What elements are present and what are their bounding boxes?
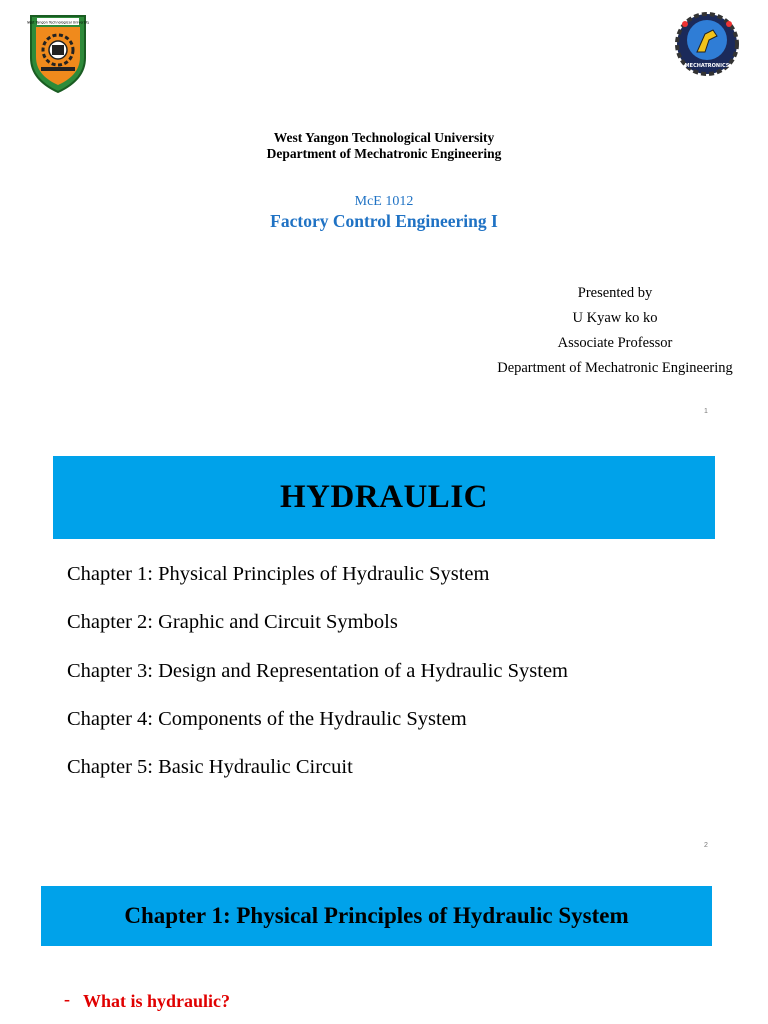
chapter-list-item: Chapter 4: Components of the Hydraulic System — [67, 708, 467, 730]
hydraulic-banner — [53, 456, 715, 539]
university-logo — [27, 12, 89, 94]
presenter-position: Associate Professor — [557, 335, 673, 351]
logo-right-caption: MECHATRONICS — [684, 63, 730, 69]
chapter-banner-title: Chapter 1: Physical Principles of Hydraulic System — [124, 903, 629, 928]
course-title: Factory Control Engineering I — [270, 211, 498, 231]
chapter-list-item: Chapter 5: Basic Hydraulic Circuit — [67, 756, 353, 778]
presenter-label: Presented by — [577, 285, 653, 301]
question-heading: What is hydraulic? — [83, 991, 231, 1011]
bullet-dash: - — [64, 989, 70, 1009]
logo-left-caption: West Yangon Technological University — [27, 20, 89, 25]
presenter-department: Department of Mechatronic Engineering — [497, 360, 733, 376]
chapter-banner — [41, 886, 712, 946]
university-name: West Yangon Technological University — [273, 130, 495, 145]
page-number: 1 — [704, 408, 708, 415]
presenter-name: U Kyaw ko ko — [572, 310, 658, 326]
department-name: Department of Mechatronic Engineering — [266, 146, 502, 161]
chapter-list-item: Chapter 1: Physical Principles of Hydraulic System — [67, 563, 490, 585]
chapter-list-item: Chapter 2: Graphic and Circuit Symbols — [67, 611, 398, 633]
page-number: 2 — [704, 842, 708, 849]
course-code: McE 1012 — [354, 194, 414, 209]
mechatronics-logo — [675, 12, 739, 76]
banner-title: HYDRAULIC — [279, 479, 488, 515]
chapter-list-item: Chapter 3: Design and Representation of a Hydraulic System — [67, 660, 568, 682]
